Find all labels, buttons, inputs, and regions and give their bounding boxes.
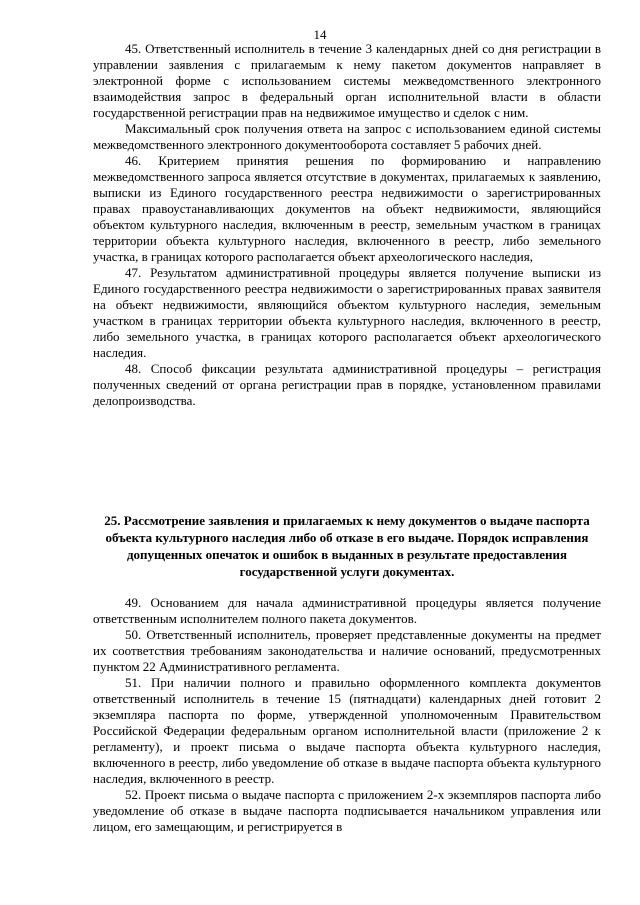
paragraph-45: 45. Ответственный исполнитель в течение 3 календарных дней со дня регистрации в управлении заявления с прилагаемым к нему пакетом документов направляет в электронной форме с использованием системы межведомственного электронного взаимодействия запрос в федеральный орган исполнительной власти в области государственной регистрации прав на недвижимое имущество и сделок с ним. <box>93 41 601 120</box>
section-bottom <box>93 595 601 835</box>
page-number: 14 <box>313 27 327 42</box>
paragraph-50: 50. Ответственный исполнитель, проверяет представленные документы на предмет их соответствия требованиям законодательства и наличие оснований, предусмотренных пунктом 22 Административного регламента. <box>93 627 601 674</box>
section-top <box>93 41 601 409</box>
section-heading: 25. Рассмотрение заявления и прилагаемых к нему документов о выдаче паспорта объекта культурного наследия либо об отказе в его выдаче. Порядок исправления допущенных опечаток и ошибок в выданных в результате предоставления государственной услуги документах. <box>104 513 590 579</box>
paragraph-52: 52. Проект письма о выдаче паспорта с приложением 2-х экземпляров паспорта либо уведомление об отказе в выдаче паспорта подписывается начальником управления или лицом, его замещающим, и регистрируется в <box>93 787 601 834</box>
paragraph-48: 48. Способ фиксации результата административной процедуры – регистрация полученных сведений от органа регистрации прав в порядке, установленном правилами делопроизводства. <box>93 361 601 408</box>
paragraph-51: 51. При наличии полного и правильно оформленного комплекта документов ответственный исполнитель в течение 15 (пятнадцати) календарных дней готовит 2 экземпляра паспорта по форме, утвержденной уполномоченным Правительством Российской Федерации федеральным органом исполнительной власти (приложение 2 к регламенту), и проект письма о выдаче паспорта объекта культурного наследия, включенного в реестр, либо уведомление об отказе в выдаче паспорта объекта культурного наследия, включенного в реестр. <box>93 675 601 786</box>
paragraph-46: 46. Критерием принятия решения по формированию и направлению межведомственного запроса является отсутствие в документах, прилагаемых к заявлению, выписки из Единого государственного реестра недвижимости о зарегистрированных правах правоустанавливающих документов на объект недвижимости, являющийся объектом культурного наследия, включенным в реестр, земельным участком в границах территории объекта культурного наследия, включенного в реестр, либо земельного участка, в границах которого располагается объект археологического наследия, <box>93 153 601 264</box>
paragraph-45-note: Максимальный срок получения ответа на запрос с использованием единой системы межведомственного электронного документооборота составляет 5 рабочих дней. <box>93 121 601 152</box>
paragraph-47: 47. Результатом административной процедуры является получение выписки из Единого государственного реестра недвижимости о зарегистрированных правах заявителя на объект недвижимости, являющийся объектом культурного наследия, земельным участком в границах территории объекта культурного наследия, включенного в реестр, либо земельного участка, в границах которого располагается объект археологического наследия. <box>93 265 601 360</box>
paragraph-49: 49. Основанием для начала административной процедуры является получение ответственным исполнителем полного пакета документов. <box>93 595 601 626</box>
section-heading-block <box>93 512 601 580</box>
